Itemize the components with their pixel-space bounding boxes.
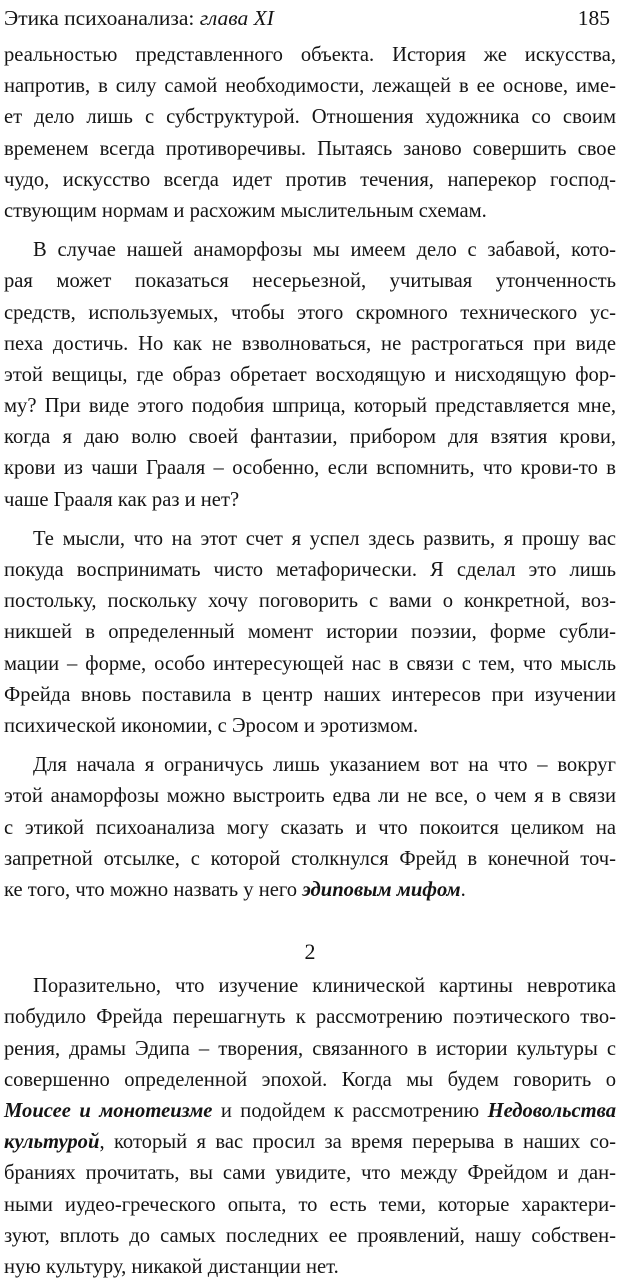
text-line: когда я даю волю своей фантазии, прибором для взятия крови, (4, 426, 616, 449)
text-run: , который я вас просил за время перерыва в наших со- (99, 1131, 616, 1154)
text-line (4, 1096, 616, 1127)
text-line: Для начала я ограничусь лишь указанием вот на что – вокруг (33, 754, 616, 777)
running-header (4, 0, 610, 36)
text-line: этой анаморфозы можно выстроить едва ли не все, о чем я в связи (4, 785, 616, 808)
text-line: с этикой психоанализа могу сказать и что покоится целиком на (4, 816, 616, 839)
emphasized-term: культурой (4, 1131, 100, 1154)
text-line: этой вещицы, где образ обретает восходящую и нисходящую фор- (4, 363, 616, 386)
text-line: ную культуру, никакой дистанции нет. (4, 1255, 339, 1278)
page-number: 185 (577, 5, 610, 30)
text-line: средств, используемых, чтобы этого скромного технического ус- (4, 301, 616, 324)
section-number: 2 (304, 939, 316, 965)
text-line: покуда воспринимать чисто метафорически. Я сделал это лишь (4, 559, 616, 581)
text-line: зуют, вплоть до самых последних ее проявлений, нашу собствен- (4, 1224, 616, 1247)
text-line (4, 875, 616, 906)
text-line (4, 1127, 616, 1158)
text-line: побудило Фрейда перешагнуть к рассмотрению поэтического тво- (4, 1006, 616, 1029)
emphasized-term: эдиповым мифом (302, 878, 461, 901)
text-line: ет дело лишь с субструктурой. Отношения художника со своим (4, 106, 616, 129)
text-run: . (460, 878, 466, 901)
text-line: психической икономии, с Эросом и эротизмом. (4, 714, 419, 737)
text-line: му? При виде этого подобия шприца, который представляется мне, (4, 395, 616, 418)
text-line: чаше Грааля как раз и нет? (4, 488, 240, 511)
running-title (4, 6, 274, 31)
text-line: Те мысли, что на этот счет я успел здесь развить, я прошу вас (33, 527, 616, 550)
text-line: напротив, в силу самой необходимости, лежащей в ее основе, име- (4, 75, 616, 98)
text-line: запретной отсылке, с которой столкнулся Фрейд в конечной точ- (4, 847, 616, 870)
text-line: постольку, поскольку хочу поговорить с вами о конкретной, воз- (4, 590, 616, 613)
paragraph-4 (4, 750, 616, 906)
text-line: Поразительно, что изучение клинической картины невротика (33, 975, 616, 998)
text-line: реальностью представленного объекта. История же искусства, (4, 44, 616, 66)
text-line: рая может показаться несерьезной, учитывая утонченность (4, 270, 616, 293)
text-line: мации – форме, особо интересующей нас в связи с тем, что мысль (4, 652, 616, 675)
paragraph-3 (4, 524, 616, 742)
text-line: В случае нашей анаморфозы мы имеем дело с забавой, кото- (33, 239, 616, 262)
text-line: совершенно определенной эпохой. Когда мы будем говорить о (4, 1068, 616, 1091)
emphasized-term: Недовольства (487, 1100, 616, 1122)
text-line: ствующим нормам и расхожим мыслительным схемам. (4, 199, 487, 222)
text-line: ными иудео-греческого опыта, то есть теми, которые характери- (4, 1193, 616, 1216)
paragraph-1 (4, 40, 616, 227)
emphasized-term: Моисее и монотеизме (4, 1100, 213, 1122)
running-title-chapter: глава XI (199, 5, 274, 30)
text-run: ке того, что можно назвать у него (4, 878, 303, 901)
text-line: чудо, искусство всегда идет против течения, наперекор господ- (4, 168, 616, 191)
text-line: браниях прочитать, вы сами увидите, что между Фрейдом и дан- (4, 1162, 616, 1185)
text-line: рения, драмы Эдипа – творения, связанного в истории культуры с (4, 1037, 616, 1060)
text-line: пеха достичь. Но как не взволноваться, не растрогаться при виде (4, 332, 616, 355)
text-line: никшей в определенный момент истории поэзии, форме субли- (4, 621, 616, 644)
paragraph-2 (4, 235, 616, 516)
paragraph-5 (4, 971, 616, 1283)
text-run: и подойдем к рассмотрению (212, 1100, 488, 1122)
running-title-text: Этика психоанализа: (4, 5, 200, 30)
text-line: временем всегда противоречивы. Пытаясь заново совершить свое (4, 137, 616, 160)
text-line: Фрейда вновь поставила в центр наших интересов при изучении (4, 683, 616, 706)
text-line: крови из чаши Грааля – особенно, если вспомнить, что крови-то в (4, 457, 616, 480)
